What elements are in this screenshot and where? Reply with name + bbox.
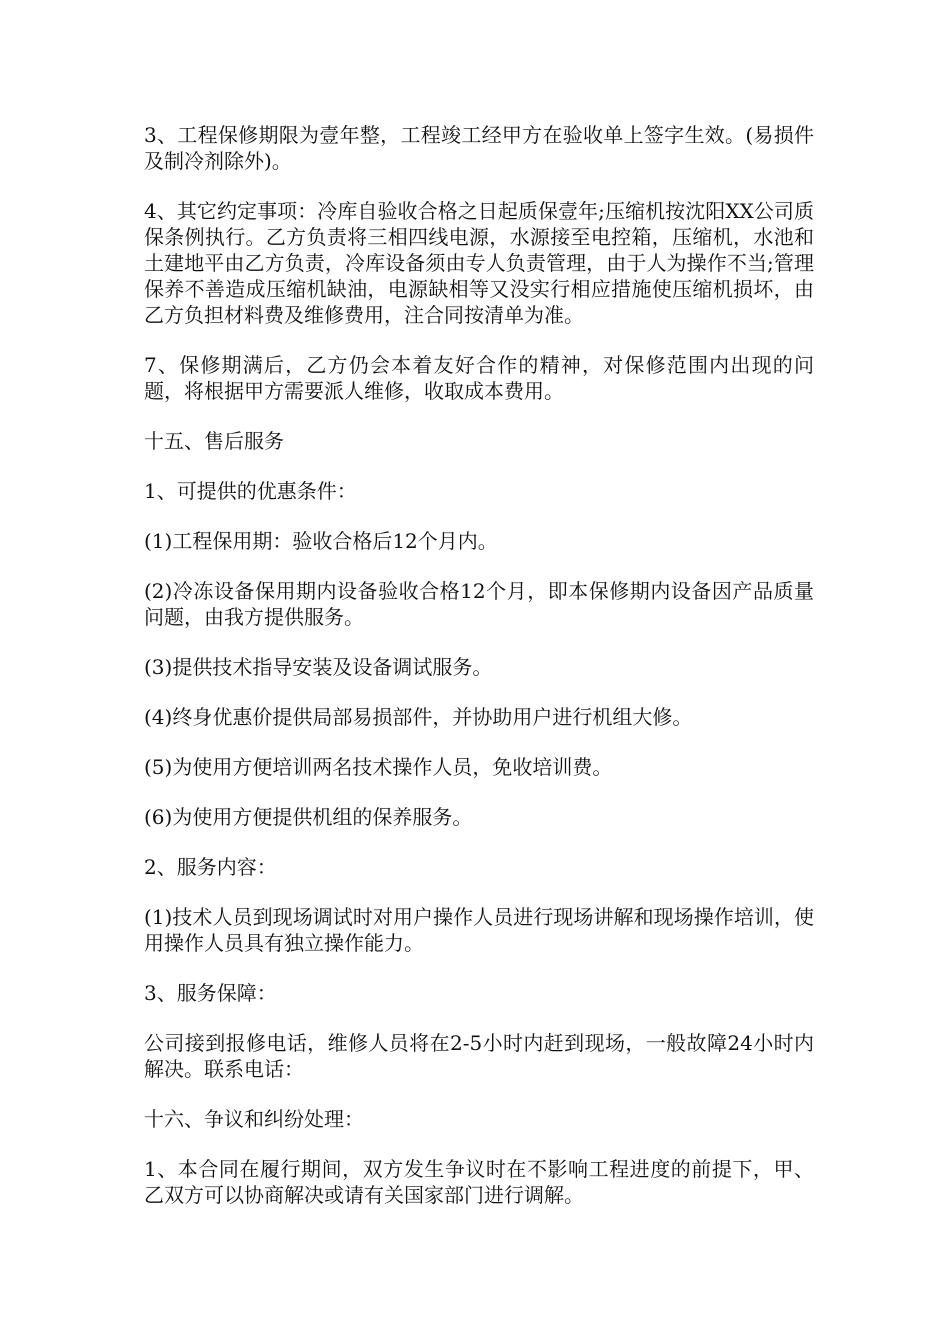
paragraph-warranty-period: 3、工程保修期限为壹年整，工程竣工经甲方在验收单上签字生效。(易损件及制冷剂除外)。 — [144, 123, 814, 173]
paragraph-other-terms: 4、其它约定事项：冷库自验收合格之日起质保壹年;压缩机按沈阳XX公司质保条例执行。乙方负责将三相四线电源，水源接至电控箱，压缩机，水池和土建地平由乙方负责，冷库设备须由专人负责管理，由于人为操作不当;管理保养不善造成压缩机缺油，电源缺相等又没实行相应措施使压缩机损坏，由乙方负担材料费及维修费用，注合同按清单为准。 — [144, 199, 814, 327]
section-heading-disputes: 十六、争议和纠纷处理： — [144, 1107, 364, 1131]
paragraph-after-warranty: 7、保修期满后，乙方仍会本着友好合作的精神，对保修范围内出现的问题，将根据甲方需要派人维修，收取成本费用。 — [144, 353, 814, 403]
paragraph-preferential-conditions: 1、可提供的优惠条件： — [144, 479, 357, 503]
paragraph-repair-response: 公司接到报修电话，维修人员将在2-5小时内赶到现场，一般故障24小时内解决。联系电话： — [144, 1031, 814, 1081]
list-item-project-warranty: (1)工程保用期：验收合格后12个月内。 — [144, 529, 498, 553]
paragraph-dispute-resolution: 1、本合同在履行期间，双方发生争议时在不影响工程进度的前提下，甲、乙双方可以协商解决或请有关国家部门进行调解。 — [144, 1157, 814, 1207]
paragraph-service-content: 2、服务内容： — [144, 855, 277, 879]
list-item-training: (5)为使用方便培训两名技术操作人员，免收培训费。 — [144, 755, 613, 779]
section-heading-after-sales: 十五、售后服务 — [144, 429, 284, 453]
paragraph-service-guarantee: 3、服务保障： — [144, 981, 277, 1005]
list-item-equipment-warranty: (2)冷冻设备保用期内设备验收合格12个月，即本保修期内设备因产品质量问题，由我方提供服务。 — [144, 579, 814, 629]
list-item-maintenance: (6)为使用方便提供机组的保养服务。 — [144, 805, 473, 829]
list-item-onsite-training: (1)技术人员到现场调试时对用户操作人员进行现场讲解和现场操作培训，使用操作人员具有独立操作能力。 — [144, 905, 814, 955]
list-item-technical-guidance: (3)提供技术指导安装及设备调试服务。 — [144, 655, 493, 679]
document-body — [144, 122, 814, 1232]
list-item-lifetime-parts: (4)终身优惠价提供局部易损部件，并协助用户进行机组大修。 — [144, 705, 693, 729]
